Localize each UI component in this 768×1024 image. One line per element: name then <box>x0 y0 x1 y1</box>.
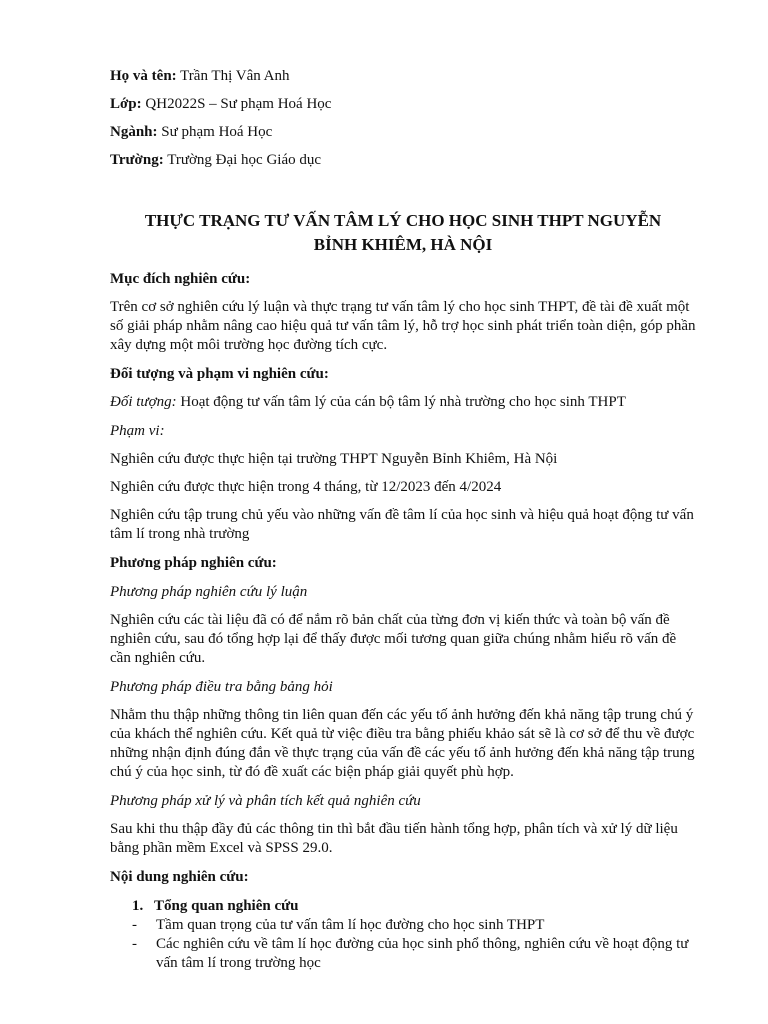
school-value: Trường Đại học Giáo dục <box>167 152 322 168</box>
contents-item-1 <box>110 896 696 916</box>
subitem-1-text: Tầm quan trọng của tư vấn tâm lí học đường cho học sinh THPT <box>156 917 545 933</box>
range-label: Phạm vi: <box>110 423 165 439</box>
scope-object <box>110 393 696 412</box>
info-name <box>110 66 696 86</box>
object-text: Hoạt động tư vấn tâm lý của cán bộ tâm lý nhà trường cho học sinh THPT <box>176 394 626 410</box>
item-1-title: Tổng quan nghiên cứu <box>154 898 299 914</box>
method-1-title: Phương pháp nghiên cứu lý luận <box>110 584 308 600</box>
methods-heading: Phương pháp nghiên cứu: <box>110 555 277 571</box>
method-2-title: Phương pháp điều tra bằng bảng hỏi <box>110 679 333 695</box>
school-label: Trường: <box>110 152 164 168</box>
info-school <box>110 150 696 170</box>
document-content <box>110 66 696 973</box>
range-item-2: Nghiên cứu được thực hiện trong 4 tháng, từ 12/2023 đến 4/2024 <box>110 479 502 495</box>
contents-heading: Nội dung nghiên cứu: <box>110 869 249 885</box>
purpose-text: Trên cơ sở nghiên cứu lý luận và thực trạng tư vấn tâm lý cho học sinh THPT, đề tài đề xuất một số giải pháp nhằm nâng cao hiệu quả tư vấn tâm lý, hỗ trợ học sinh phát triển toàn diện, góp phần xây dựng một môi trường học đường tích cực. <box>110 299 696 353</box>
purpose-heading: Mục đích nghiên cứu: <box>110 271 251 287</box>
document-title <box>110 209 696 257</box>
range-item-1: Nghiên cứu được thực hiện tại trường THPT Nguyễn Bỉnh Khiêm, Hà Nội <box>110 451 558 467</box>
method-3-title: Phương pháp xử lý và phân tích kết quả nghiên cứu <box>110 793 421 809</box>
range-item-3: Nghiên cứu tập trung chủ yếu vào những vấn đề tâm lí của học sinh và hiệu quả hoạt động tư vấn tâm lí trong nhà trường <box>110 507 694 542</box>
contents-subitem-1 <box>110 916 696 935</box>
info-class <box>110 94 696 114</box>
method-1-text: Nghiên cứu các tài liệu đã có để nắm rõ bản chất của từng đơn vị kiến thức và toàn bộ vấn đề nghiên cứu, sau đó tổng hợp lại để thấy được mối tương quan giữa chúng nhằm hiểu rõ vấn đề cần nghiên cứu. <box>110 612 677 666</box>
scope-heading: Đối tượng và phạm vi nghiên cứu: <box>110 366 329 382</box>
class-label: Lớp: <box>110 96 142 112</box>
method-2-text: Nhằm thu thập những thông tin liên quan đến các yếu tố ảnh hưởng đến khả năng tập trung chú ý của khách thể nghiên cứu. Kết quả từ việc điều tra bằng phiếu khảo sát sẽ là cơ sở để thu về được những nhận định đúng đắn về thực trạng của vấn đề các yếu tố ảnh hưởng đến khả năng tập trung chú ý của học sinh, từ đó đề xuất các biện pháp giải quyết phù hợp. <box>110 707 695 780</box>
major-value: Sư phạm Hoá Học <box>161 124 273 140</box>
major-label: Ngành: <box>110 124 158 140</box>
title-line-1: THỰC TRẠNG TƯ VẤN TÂM LÝ CHO HỌC SINH THPT NGUYỄN <box>144 211 662 230</box>
dash-marker: - <box>132 917 137 933</box>
method-3-text: Sau khi thu thập đầy đủ các thông tin thì bắt đầu tiến hành tổng hợp, phân tích và xử lý dữ liệu bằng phần mềm Excel và SPSS 29.0. <box>110 821 678 856</box>
contents-subitem-2 <box>110 935 696 973</box>
subitem-2-text: Các nghiên cứu về tâm lí học đường của học sinh phổ thông, nghiên cứu về hoạt động tư vấn tâm lí trong trường học <box>156 936 689 971</box>
info-major <box>110 122 696 142</box>
item-1-number: 1. <box>132 898 144 914</box>
title-line-2: BỈNH KHIÊM, HÀ NỘI <box>313 235 493 254</box>
class-value: QH2022S – Sư phạm Hoá Học <box>145 96 332 112</box>
object-label: Đối tượng: <box>110 394 177 410</box>
dash-marker: - <box>132 936 137 952</box>
name-label: Họ và tên: <box>110 68 177 84</box>
name-value: Trần Thị Vân Anh <box>180 68 290 84</box>
